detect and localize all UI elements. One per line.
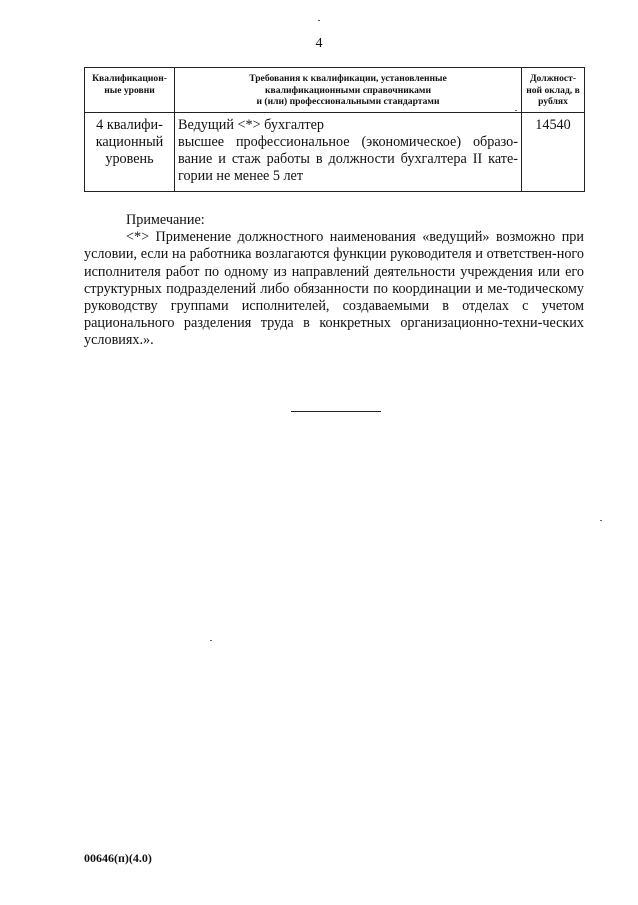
scan-speck (318, 20, 320, 21)
header-salary (522, 68, 585, 113)
scan-speck (600, 520, 602, 521)
position-title: Ведущий <*> бухгалтер (178, 116, 324, 133)
header-salary-text: Должност-ной оклад, в рублях (526, 73, 580, 107)
header-requirements (175, 68, 522, 113)
note-title: Примечание: (126, 212, 205, 228)
scan-speck (210, 640, 212, 641)
level-cell (85, 112, 175, 191)
requirements-cell (175, 112, 522, 191)
separator-line (291, 411, 381, 412)
note-section (84, 212, 584, 350)
salary-value: 14540 (535, 116, 571, 133)
header-level (85, 68, 175, 113)
table-row (85, 112, 585, 191)
requirements-text: высшее профессиональное (экономическое) образо-вание и стаж работы в должности бухгалтера II кате-гории не менее 5 лет (178, 133, 518, 184)
header-requirements-line: квалификационными справочниками (265, 84, 431, 96)
salary-cell (522, 112, 585, 191)
scan-speck (515, 110, 517, 111)
table-header-row (85, 68, 585, 113)
level-text: 4 квалифи-кационный уровень (95, 116, 164, 167)
document-code: 00646(п)(4.0) (84, 851, 152, 865)
qualification-table (84, 67, 585, 192)
header-requirements-line: Требования к квалификации, установленные (249, 73, 447, 84)
note-body: <*> Применение должностного наименования «ведущий» возможно при условии, если на работника возлагаются функции руководителя и ответствен-ного исполнителя работ по одному из направлений деятельности учреждения или его структурных подразделений либо обязанности по координации и ме-тодическому руководству группами исполнителей, создаваемыми в отделах с учетом рационального разделения труда в конкретных организационно-техни-ческих условиях.». (84, 229, 584, 349)
header-level-text: Квалификацион-ные уровни (92, 73, 167, 96)
header-requirements-line: и (или) профессиональными стандартами (256, 96, 440, 107)
page-number: 4 (315, 36, 323, 51)
